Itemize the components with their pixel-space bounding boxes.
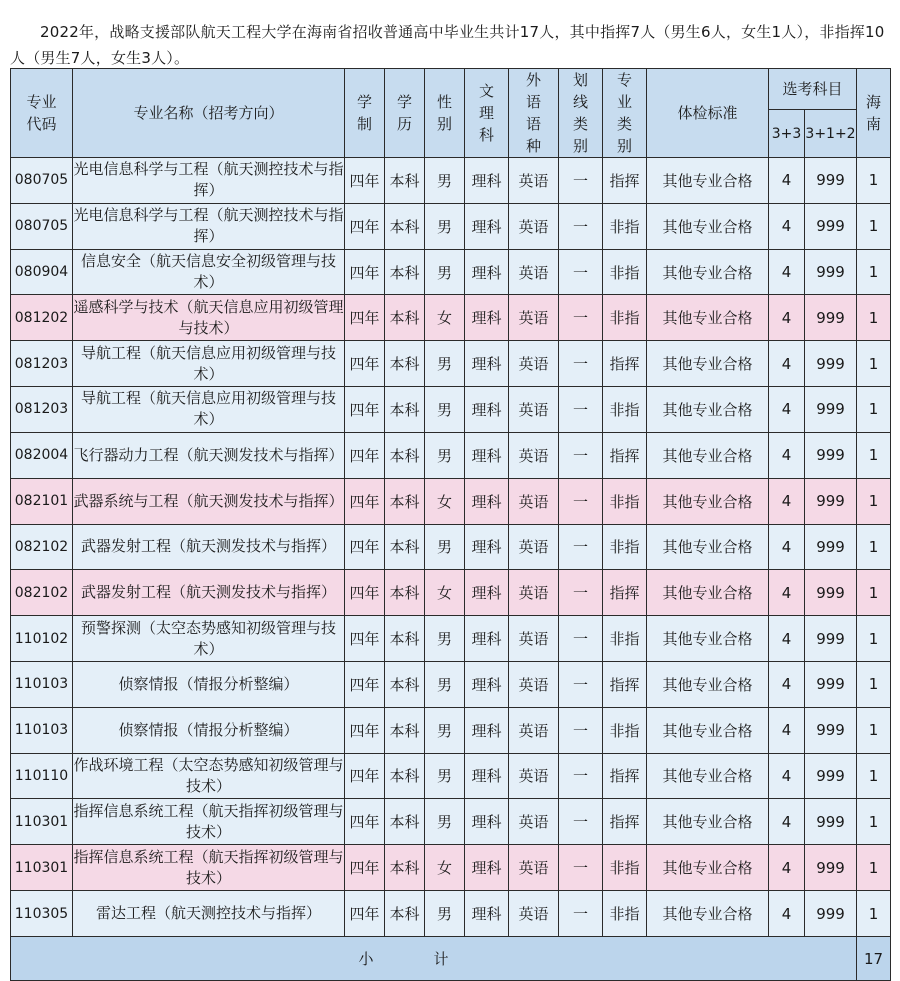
wenli-cell: 理科 xyxy=(465,478,509,524)
enrollment-table xyxy=(10,68,891,981)
x312-cell: 999 xyxy=(805,203,857,249)
tijian-cell: 其他专业合格 xyxy=(647,799,769,845)
table-row xyxy=(11,845,891,891)
code-cell: 080705 xyxy=(11,158,73,204)
huaxian-cell: 一 xyxy=(559,432,603,478)
code-cell: 082004 xyxy=(11,432,73,478)
name-cell: 武器系统与工程（航天测发技术与指挥） xyxy=(73,478,345,524)
tijian-cell: 其他专业合格 xyxy=(647,616,769,662)
lang-cell: 英语 xyxy=(509,616,559,662)
x33-cell: 4 xyxy=(769,203,805,249)
x312-cell: 999 xyxy=(805,387,857,433)
huaxian-cell: 一 xyxy=(559,616,603,662)
name-cell: 导航工程（航天信息应用初级管理与技术） xyxy=(73,387,345,433)
lang-cell: 英语 xyxy=(509,249,559,295)
x312-cell: 999 xyxy=(805,753,857,799)
xueli-cell: 本科 xyxy=(385,341,425,387)
xuezhi-cell: 四年 xyxy=(345,753,385,799)
huaxian-cell: 一 xyxy=(559,341,603,387)
xuezhi-cell: 四年 xyxy=(345,249,385,295)
hainan-cell: 1 xyxy=(857,249,891,295)
xuezhi-cell: 四年 xyxy=(345,799,385,845)
lang-cell: 英语 xyxy=(509,158,559,204)
huaxian-cell: 一 xyxy=(559,661,603,707)
code-cell: 110301 xyxy=(11,845,73,891)
x312-cell: 999 xyxy=(805,661,857,707)
xueli-cell: 本科 xyxy=(385,753,425,799)
intro-paragraph: 2022年，战略支援部队航天工程大学在海南省招收普通高中毕业生共计17人，其中指挥7人（男生6人，女生1人），非指挥10人（男生7人，女生3人）。 xyxy=(10,23,885,67)
xueli-cell: 本科 xyxy=(385,295,425,341)
tijian-cell: 其他专业合格 xyxy=(647,387,769,433)
gender-cell: 男 xyxy=(425,799,465,845)
xueli-cell: 本科 xyxy=(385,616,425,662)
hainan-cell: 1 xyxy=(857,203,891,249)
lang-cell: 英语 xyxy=(509,799,559,845)
lang-cell: 英语 xyxy=(509,891,559,937)
code-cell: 081202 xyxy=(11,295,73,341)
huaxian-cell: 一 xyxy=(559,570,603,616)
huaxian-cell: 一 xyxy=(559,891,603,937)
gender-cell: 男 xyxy=(425,387,465,433)
wenli-cell: 理科 xyxy=(465,845,509,891)
xuezhi-cell: 四年 xyxy=(345,661,385,707)
code-cell: 110102 xyxy=(11,616,73,662)
zhuanye-cell: 非指 xyxy=(603,203,647,249)
gender-cell: 男 xyxy=(425,203,465,249)
gender-cell: 女 xyxy=(425,478,465,524)
hainan-cell: 1 xyxy=(857,295,891,341)
x33-cell: 4 xyxy=(769,570,805,616)
x33-cell: 4 xyxy=(769,249,805,295)
header-xuankao: 选考科目 xyxy=(769,69,857,110)
code-cell: 110301 xyxy=(11,799,73,845)
zhuanye-cell: 指挥 xyxy=(603,432,647,478)
subtotal-value: 17 xyxy=(857,937,891,981)
huaxian-cell: 一 xyxy=(559,249,603,295)
x312-cell: 999 xyxy=(805,249,857,295)
x312-cell: 999 xyxy=(805,524,857,570)
huaxian-cell: 一 xyxy=(559,799,603,845)
x312-cell: 999 xyxy=(805,616,857,662)
table-row xyxy=(11,295,891,341)
xuezhi-cell: 四年 xyxy=(345,158,385,204)
huaxian-cell: 一 xyxy=(559,707,603,753)
xuezhi-cell: 四年 xyxy=(345,524,385,570)
x312-cell: 999 xyxy=(805,158,857,204)
wenli-cell: 理科 xyxy=(465,891,509,937)
zhuanye-cell: 非指 xyxy=(603,295,647,341)
name-cell: 光电信息科学与工程（航天测控技术与指挥） xyxy=(73,158,345,204)
header-wenli: 文理科 xyxy=(465,69,509,158)
gender-cell: 男 xyxy=(425,158,465,204)
name-cell: 武器发射工程（航天测发技术与指挥） xyxy=(73,524,345,570)
tijian-cell: 其他专业合格 xyxy=(647,295,769,341)
tijian-cell: 其他专业合格 xyxy=(647,203,769,249)
tijian-cell: 其他专业合格 xyxy=(647,341,769,387)
xuezhi-cell: 四年 xyxy=(345,845,385,891)
lang-cell: 英语 xyxy=(509,570,559,616)
gender-cell: 女 xyxy=(425,295,465,341)
header-xuezhi: 学制 xyxy=(345,69,385,158)
x312-cell: 999 xyxy=(805,799,857,845)
xuezhi-cell: 四年 xyxy=(345,295,385,341)
x33-cell: 4 xyxy=(769,387,805,433)
code-cell: 082102 xyxy=(11,524,73,570)
hainan-cell: 1 xyxy=(857,616,891,662)
code-cell: 110305 xyxy=(11,891,73,937)
zhuanye-cell: 非指 xyxy=(603,387,647,433)
header-zhuanye: 专业类别 xyxy=(603,69,647,158)
wenli-cell: 理科 xyxy=(465,753,509,799)
lang-cell: 英语 xyxy=(509,661,559,707)
hainan-cell: 1 xyxy=(857,845,891,891)
xuezhi-cell: 四年 xyxy=(345,616,385,662)
hainan-cell: 1 xyxy=(857,478,891,524)
xuezhi-cell: 四年 xyxy=(345,891,385,937)
wenli-cell: 理科 xyxy=(465,158,509,204)
name-cell: 信息安全（航天信息安全初级管理与技术） xyxy=(73,249,345,295)
table-row xyxy=(11,387,891,433)
x33-cell: 4 xyxy=(769,891,805,937)
wenli-cell: 理科 xyxy=(465,387,509,433)
huaxian-cell: 一 xyxy=(559,158,603,204)
gender-cell: 男 xyxy=(425,753,465,799)
table-row xyxy=(11,753,891,799)
header-x33: 3+3 xyxy=(769,110,805,158)
huaxian-cell: 一 xyxy=(559,524,603,570)
xueli-cell: 本科 xyxy=(385,478,425,524)
x33-cell: 4 xyxy=(769,295,805,341)
gender-cell: 男 xyxy=(425,661,465,707)
table-row xyxy=(11,891,891,937)
table-row xyxy=(11,203,891,249)
header-hainan: 海南 xyxy=(857,69,891,158)
code-cell: 082101 xyxy=(11,478,73,524)
code-cell: 110103 xyxy=(11,661,73,707)
x312-cell: 999 xyxy=(805,341,857,387)
code-cell: 080904 xyxy=(11,249,73,295)
hainan-cell: 1 xyxy=(857,341,891,387)
tijian-cell: 其他专业合格 xyxy=(647,478,769,524)
lang-cell: 英语 xyxy=(509,707,559,753)
gender-cell: 男 xyxy=(425,891,465,937)
table-row xyxy=(11,478,891,524)
xueli-cell: 本科 xyxy=(385,524,425,570)
x33-cell: 4 xyxy=(769,341,805,387)
tijian-cell: 其他专业合格 xyxy=(647,845,769,891)
wenli-cell: 理科 xyxy=(465,524,509,570)
table-row xyxy=(11,158,891,204)
name-cell: 导航工程（航天信息应用初级管理与技术） xyxy=(73,341,345,387)
tijian-cell: 其他专业合格 xyxy=(647,707,769,753)
zhuanye-cell: 指挥 xyxy=(603,570,647,616)
gender-cell: 男 xyxy=(425,432,465,478)
huaxian-cell: 一 xyxy=(559,845,603,891)
code-cell: 081203 xyxy=(11,341,73,387)
hainan-cell: 1 xyxy=(857,524,891,570)
zhuanye-cell: 指挥 xyxy=(603,753,647,799)
xueli-cell: 本科 xyxy=(385,799,425,845)
gender-cell: 男 xyxy=(425,616,465,662)
xuezhi-cell: 四年 xyxy=(345,432,385,478)
x312-cell: 999 xyxy=(805,845,857,891)
table-row xyxy=(11,799,891,845)
gender-cell: 男 xyxy=(425,341,465,387)
lang-cell: 英语 xyxy=(509,432,559,478)
lang-cell: 英语 xyxy=(509,845,559,891)
x33-cell: 4 xyxy=(769,158,805,204)
code-cell: 080705 xyxy=(11,203,73,249)
hainan-cell: 1 xyxy=(857,661,891,707)
xuezhi-cell: 四年 xyxy=(345,387,385,433)
name-cell: 雷达工程（航天测控技术与指挥） xyxy=(73,891,345,937)
huaxian-cell: 一 xyxy=(559,295,603,341)
header-name: 专业名称（招考方向） xyxy=(73,69,345,158)
table-row xyxy=(11,341,891,387)
zhuanye-cell: 非指 xyxy=(603,707,647,753)
x312-cell: 999 xyxy=(805,478,857,524)
x312-cell: 999 xyxy=(805,432,857,478)
wenli-cell: 理科 xyxy=(465,432,509,478)
name-cell: 武器发射工程（航天测发技术与指挥） xyxy=(73,570,345,616)
x312-cell: 999 xyxy=(805,570,857,616)
header-xueli: 学历 xyxy=(385,69,425,158)
xueli-cell: 本科 xyxy=(385,661,425,707)
lang-cell: 英语 xyxy=(509,478,559,524)
zhuanye-cell: 非指 xyxy=(603,478,647,524)
hainan-cell: 1 xyxy=(857,799,891,845)
xueli-cell: 本科 xyxy=(385,891,425,937)
xueli-cell: 本科 xyxy=(385,249,425,295)
hainan-cell: 1 xyxy=(857,387,891,433)
tijian-cell: 其他专业合格 xyxy=(647,249,769,295)
zhuanye-cell: 非指 xyxy=(603,249,647,295)
x312-cell: 999 xyxy=(805,707,857,753)
xuezhi-cell: 四年 xyxy=(345,570,385,616)
wenli-cell: 理科 xyxy=(465,203,509,249)
wenli-cell: 理科 xyxy=(465,249,509,295)
table-row xyxy=(11,661,891,707)
x312-cell: 999 xyxy=(805,891,857,937)
code-cell: 110103 xyxy=(11,707,73,753)
name-cell: 指挥信息系统工程（航天指挥初级管理与技术） xyxy=(73,845,345,891)
name-cell: 侦察情报（情报分析整编） xyxy=(73,707,345,753)
tijian-cell: 其他专业合格 xyxy=(647,524,769,570)
wenli-cell: 理科 xyxy=(465,616,509,662)
zhuanye-cell: 指挥 xyxy=(603,661,647,707)
name-cell: 遥感科学与技术（航天信息应用初级管理与技术） xyxy=(73,295,345,341)
x33-cell: 4 xyxy=(769,707,805,753)
huaxian-cell: 一 xyxy=(559,753,603,799)
hainan-cell: 1 xyxy=(857,158,891,204)
zhuanye-cell: 非指 xyxy=(603,524,647,570)
tijian-cell: 其他专业合格 xyxy=(647,570,769,616)
x33-cell: 4 xyxy=(769,799,805,845)
name-cell: 作战环境工程（太空态势感知初级管理与技术） xyxy=(73,753,345,799)
subtotal-label: 小计 xyxy=(11,937,857,981)
hainan-cell: 1 xyxy=(857,753,891,799)
x312-cell: 999 xyxy=(805,295,857,341)
code-cell: 081203 xyxy=(11,387,73,433)
gender-cell: 女 xyxy=(425,845,465,891)
xueli-cell: 本科 xyxy=(385,203,425,249)
wenli-cell: 理科 xyxy=(465,295,509,341)
tijian-cell: 其他专业合格 xyxy=(647,661,769,707)
zhuanye-cell: 非指 xyxy=(603,616,647,662)
zhuanye-cell: 指挥 xyxy=(603,341,647,387)
wenli-cell: 理科 xyxy=(465,570,509,616)
lang-cell: 英语 xyxy=(509,387,559,433)
tijian-cell: 其他专业合格 xyxy=(647,753,769,799)
header-huaxian: 划线类别 xyxy=(559,69,603,158)
huaxian-cell: 一 xyxy=(559,387,603,433)
xuezhi-cell: 四年 xyxy=(345,478,385,524)
header-gender: 性别 xyxy=(425,69,465,158)
table-row xyxy=(11,249,891,295)
x33-cell: 4 xyxy=(769,845,805,891)
x33-cell: 4 xyxy=(769,478,805,524)
header-tijian: 体检标准 xyxy=(647,69,769,158)
wenli-cell: 理科 xyxy=(465,661,509,707)
xueli-cell: 本科 xyxy=(385,707,425,753)
table-row xyxy=(11,570,891,616)
name-cell: 飞行器动力工程（航天测发技术与指挥） xyxy=(73,432,345,478)
huaxian-cell: 一 xyxy=(559,203,603,249)
table-row xyxy=(11,432,891,478)
lang-cell: 英语 xyxy=(509,295,559,341)
tijian-cell: 其他专业合格 xyxy=(647,432,769,478)
hainan-cell: 1 xyxy=(857,707,891,753)
hainan-cell: 1 xyxy=(857,570,891,616)
xuezhi-cell: 四年 xyxy=(345,707,385,753)
wenli-cell: 理科 xyxy=(465,707,509,753)
zhuanye-cell: 指挥 xyxy=(603,799,647,845)
name-cell: 指挥信息系统工程（航天指挥初级管理与技术） xyxy=(73,799,345,845)
tijian-cell: 其他专业合格 xyxy=(647,891,769,937)
name-cell: 光电信息科学与工程（航天测控技术与指挥） xyxy=(73,203,345,249)
header-code: 专业代码 xyxy=(11,69,73,158)
wenli-cell: 理科 xyxy=(465,341,509,387)
xuezhi-cell: 四年 xyxy=(345,341,385,387)
table-row xyxy=(11,707,891,753)
x33-cell: 4 xyxy=(769,661,805,707)
tijian-cell: 其他专业合格 xyxy=(647,158,769,204)
table-row xyxy=(11,524,891,570)
gender-cell: 女 xyxy=(425,570,465,616)
x33-cell: 4 xyxy=(769,616,805,662)
lang-cell: 英语 xyxy=(509,341,559,387)
huaxian-cell: 一 xyxy=(559,478,603,524)
subtotal-row xyxy=(11,937,891,981)
code-cell: 082102 xyxy=(11,570,73,616)
xueli-cell: 本科 xyxy=(385,158,425,204)
x33-cell: 4 xyxy=(769,753,805,799)
table-row xyxy=(11,616,891,662)
x33-cell: 4 xyxy=(769,432,805,478)
name-cell: 预警探测（太空态势感知初级管理与技术） xyxy=(73,616,345,662)
wenli-cell: 理科 xyxy=(465,799,509,845)
x33-cell: 4 xyxy=(769,524,805,570)
xueli-cell: 本科 xyxy=(385,845,425,891)
zhuanye-cell: 非指 xyxy=(603,891,647,937)
xueli-cell: 本科 xyxy=(385,432,425,478)
table-body xyxy=(11,158,891,937)
code-cell: 110110 xyxy=(11,753,73,799)
hainan-cell: 1 xyxy=(857,891,891,937)
gender-cell: 男 xyxy=(425,524,465,570)
xuezhi-cell: 四年 xyxy=(345,203,385,249)
header-lang: 外语语种 xyxy=(509,69,559,158)
xueli-cell: 本科 xyxy=(385,570,425,616)
gender-cell: 男 xyxy=(425,249,465,295)
hainan-cell: 1 xyxy=(857,432,891,478)
header-x312: 3+1+2 xyxy=(805,110,857,158)
zhuanye-cell: 指挥 xyxy=(603,158,647,204)
lang-cell: 英语 xyxy=(509,753,559,799)
lang-cell: 英语 xyxy=(509,203,559,249)
name-cell: 侦察情报（情报分析整编） xyxy=(73,661,345,707)
zhuanye-cell: 非指 xyxy=(603,845,647,891)
xueli-cell: 本科 xyxy=(385,387,425,433)
lang-cell: 英语 xyxy=(509,524,559,570)
gender-cell: 男 xyxy=(425,707,465,753)
